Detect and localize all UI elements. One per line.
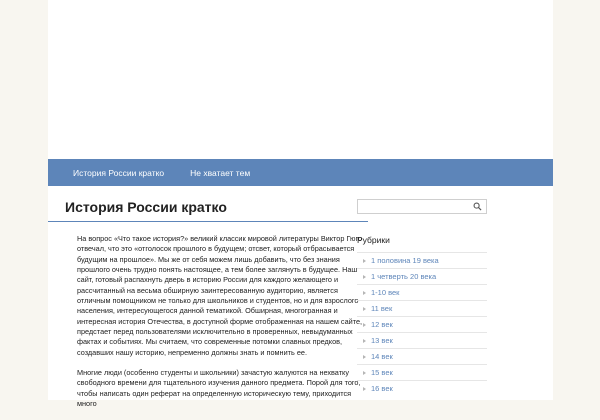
categories-list [357, 252, 487, 396]
category-link[interactable]: 12 век [371, 320, 393, 329]
page-title: История России кратко [65, 199, 227, 215]
category-link[interactable]: 1 четверть 20 века [371, 272, 437, 281]
article-paragraph-1: На вопрос «Что такое история?» великий классик мировой литературы Виктор Гюго отвечал, что это «отголосок прошлого в будущем; отсвет, который отбрасывается будущим на прошлое». Мы же от себя можем лишь добавить, что без знания прошлого очень трудно понять настоящее, а тем более заглянуть в будущее. Наш сайт, готовый распахнуть дверь в историю России для каждого желающего и рассчитанный на весьма обширную заинтересованную аудиторию, является отличным помощником не только для школьников и студентов, но и для взрослого населения, интересующегося данной тематикой. Обширная, многогранная и интересная история Отечества, в доступной форме отображенная на нашем сайте, предстает перед пользователями исключительно в проверенных, невыдуманных фактах и событиях. Мы считаем, что современные потомки славных предков, создавших нашу историю, непременно должны знать и помнить ее. [77, 234, 363, 357]
category-item[interactable] [357, 348, 487, 364]
category-link[interactable]: 1 половина 19 века [371, 256, 439, 265]
triangle-bullet-icon [363, 339, 366, 343]
triangle-bullet-icon [363, 259, 366, 263]
triangle-bullet-icon [363, 371, 366, 375]
categories-widget-title: Рубрики [357, 235, 390, 245]
triangle-bullet-icon [363, 387, 366, 391]
triangle-bullet-icon [363, 275, 366, 279]
triangle-bullet-icon [363, 291, 366, 295]
article-body [77, 234, 367, 420]
category-item[interactable] [357, 284, 487, 300]
category-item[interactable] [357, 268, 487, 284]
category-link[interactable]: 1-10 век [371, 288, 400, 297]
category-link[interactable]: 11 век [371, 304, 393, 313]
category-item[interactable] [357, 316, 487, 332]
search-input[interactable] [358, 200, 470, 213]
category-item[interactable] [357, 332, 487, 348]
category-item[interactable] [357, 252, 487, 268]
title-divider [48, 221, 368, 222]
triangle-bullet-icon [363, 355, 366, 359]
category-link[interactable]: 13 век [371, 336, 393, 345]
article-paragraph-2: Многие люди (особенно студенты и школьники) зачастую жалуются на нехватку свободного времени для тщательного изучения данного предмета. Порой для того, чтобы написать один реферат на определенную историческую тему, приходится много [77, 368, 361, 409]
nav-item-history-brief[interactable]: История России кратко [73, 167, 165, 178]
nav-item-missing-topics[interactable]: Не хватает тем [190, 167, 251, 178]
category-item[interactable] [357, 364, 487, 380]
triangle-bullet-icon [363, 307, 366, 311]
triangle-bullet-icon [363, 323, 366, 327]
search-icon[interactable] [473, 202, 482, 211]
main-content [48, 186, 368, 409]
category-item[interactable] [357, 380, 487, 396]
header-area [48, 0, 553, 159]
category-link[interactable]: 14 век [371, 352, 393, 361]
main-navigation [48, 159, 553, 186]
category-link[interactable]: 15 век [371, 368, 393, 377]
category-link[interactable]: 16 век [371, 384, 393, 393]
search-box [357, 199, 487, 214]
category-item[interactable] [357, 300, 487, 316]
